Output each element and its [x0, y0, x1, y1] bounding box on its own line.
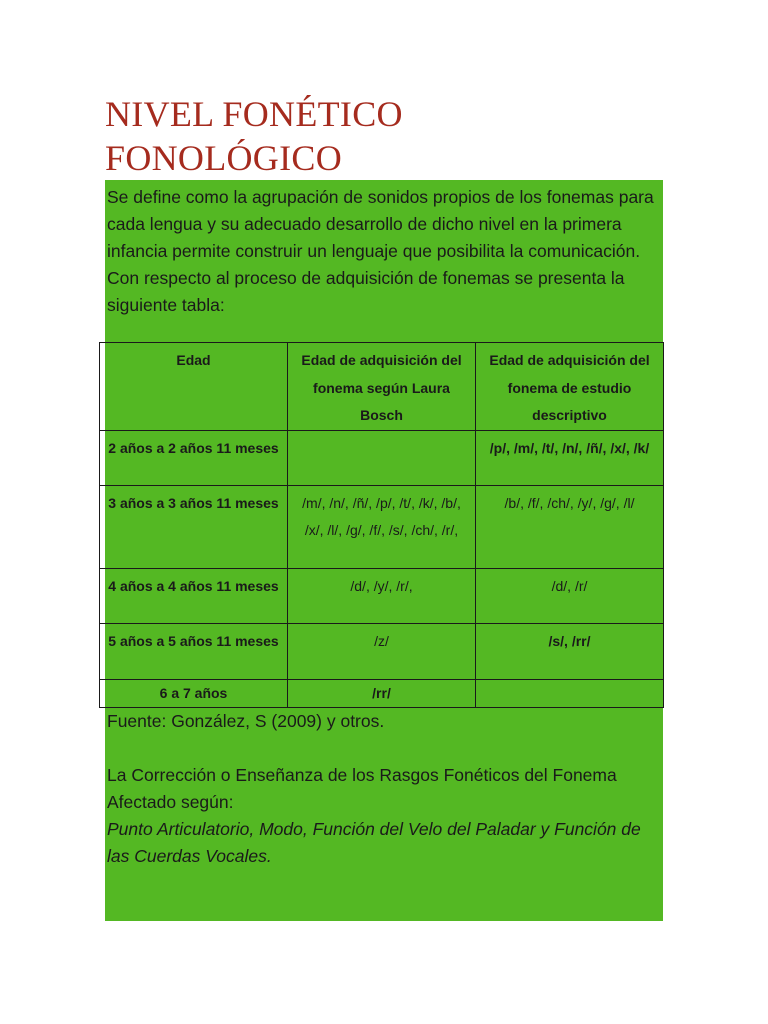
intro-paragraph: Se define como la agrupación de sonidos propios de los fonemas para cada lengua y su adecuado desarrollo de dicho nivel en la primera infancia permite construir un lenguaje que posibilita la comunicación. Con respecto al proceso de adquisición de fonemas se presenta la siguiente tabla:: [107, 187, 654, 315]
row-study: /b/, /f/, /ch/, /y/, /g/, /l/: [476, 485, 664, 568]
header-bosch: Edad de adquisición del fonema según Laura Bosch: [288, 343, 476, 431]
table-row: [100, 430, 664, 485]
page-title: [105, 92, 665, 180]
row-study-value: /p/, /m/, /t/, /n/, /ñ/, /x/, /k/: [489, 439, 650, 456]
row-study: [476, 679, 664, 708]
row-bosch: /z/: [288, 623, 476, 679]
header-study: Edad de adquisición del fonema de estudio descriptivo: [476, 343, 664, 431]
source-citation: Fuente: González, S (2009) y otros.: [107, 711, 385, 731]
row-study: /s/, /rr/: [476, 623, 664, 679]
header-age: Edad: [100, 343, 288, 431]
row-age: 2 años a 2 años 11 meses: [100, 430, 288, 485]
row-bosch: [288, 430, 476, 485]
row-age: 5 años a 5 años 11 meses: [100, 623, 288, 679]
table-row: [100, 623, 664, 679]
row-age: 4 años a 4 años 11 meses: [100, 568, 288, 623]
row-bosch: /d/, /y/, /r/,: [288, 568, 476, 623]
page-title-line-2: FONOLÓGICO: [105, 138, 342, 178]
row-age: 6 a 7 años: [100, 679, 288, 708]
phoneme-acquisition-table: [99, 342, 664, 708]
page-title-line-1: NIVEL FONÉTICO: [105, 94, 403, 134]
row-study: /d/, /r/: [476, 568, 664, 623]
row-study: [476, 430, 664, 485]
row-bosch: /rr/: [288, 679, 476, 708]
correction-heading: La Corrección o Enseñanza de los Rasgos Fonéticos del Fonema Afectado según:: [107, 765, 617, 812]
table-row: [100, 485, 664, 568]
correction-criteria: Punto Articulatorio, Modo, Función del Velo del Paladar y Función de las Cuerdas Vocales.: [107, 819, 641, 866]
row-age: 3 años a 3 años 11 meses: [100, 485, 288, 568]
table-row: [100, 679, 664, 708]
table-header-row: [100, 343, 664, 431]
table-row: [100, 568, 664, 623]
row-bosch: /m/, /n/, /ñ/, /p/, /t/, /k/, /b/, /x/, /l/, /g/, /f/, /s/, /ch/, /r/,: [288, 485, 476, 568]
